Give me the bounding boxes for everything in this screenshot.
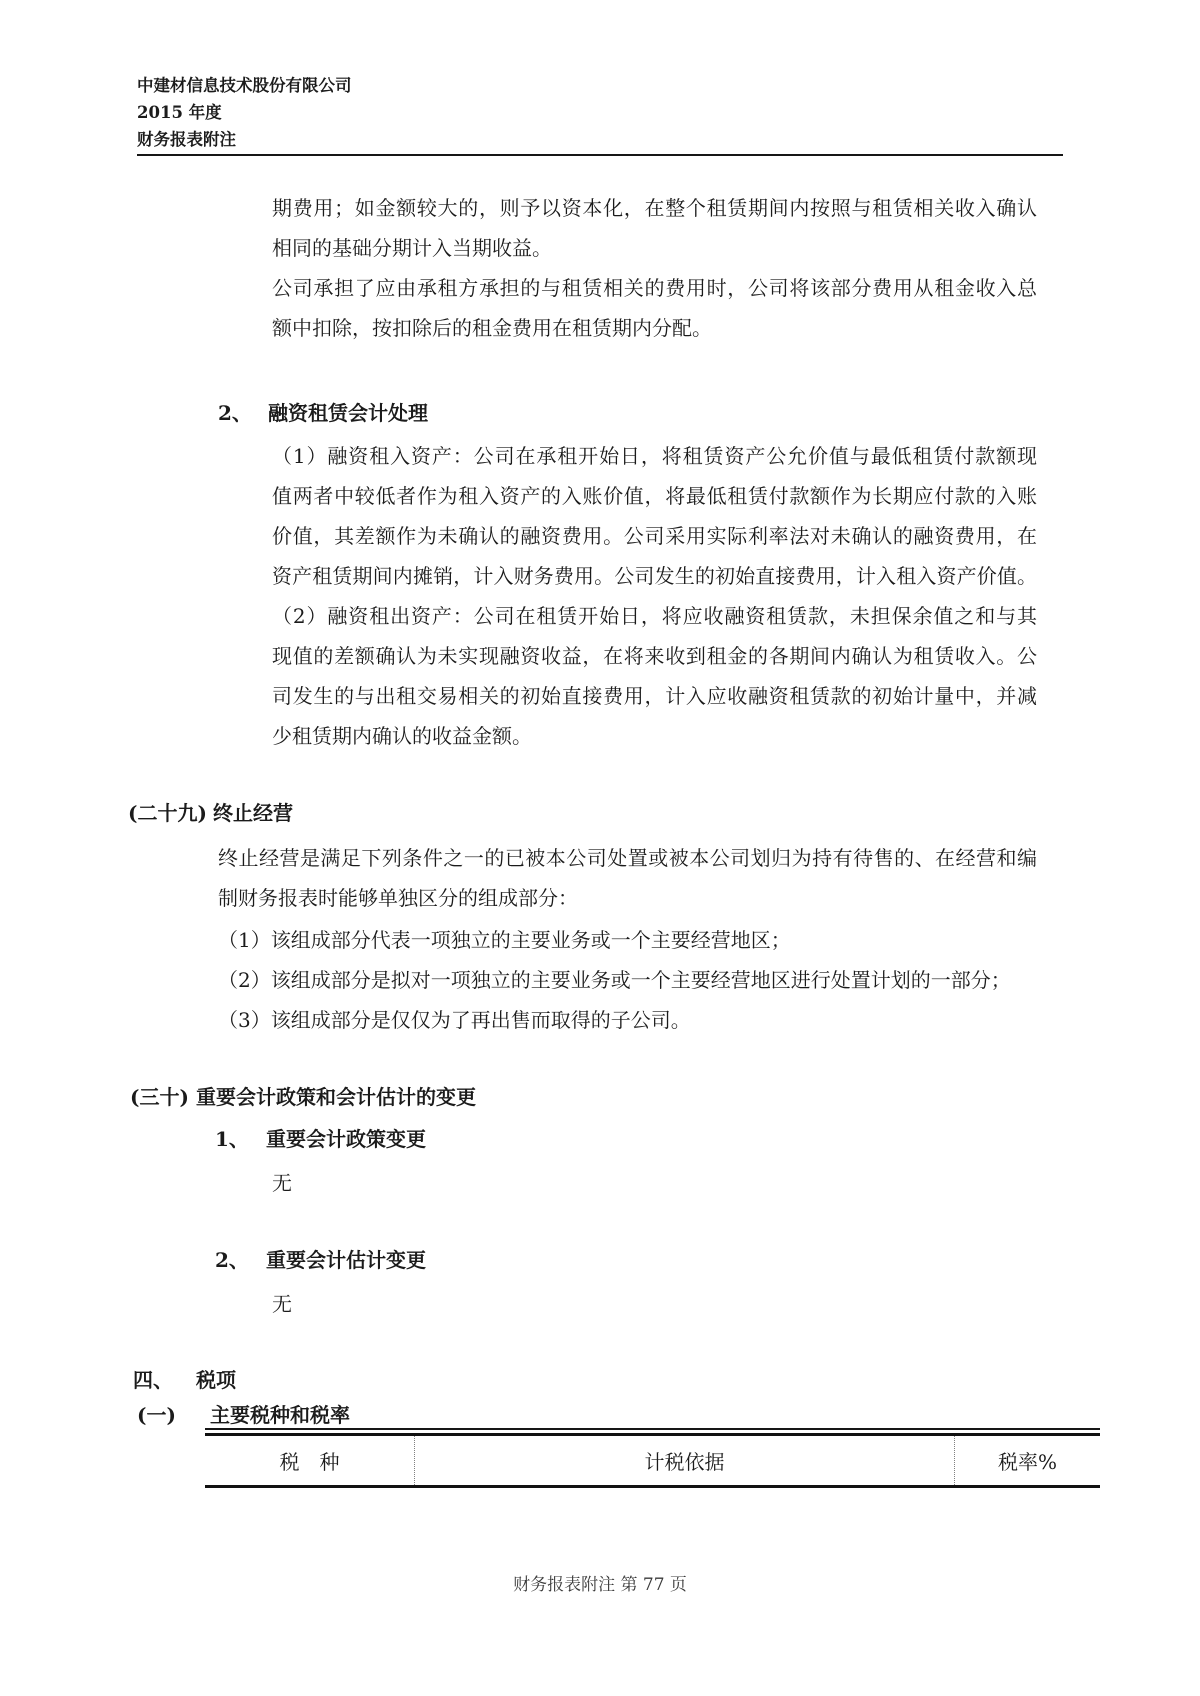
paragraph-line: 资产租赁期间内摊销，计入财务费用。公司发生的初始直接费用，计入租入资产价值。	[272, 564, 1037, 588]
paragraph-line: 少租赁期内确认的收益金额。	[272, 724, 532, 748]
paragraph-line: 司发生的与出租交易相关的初始直接费用，计入应收融资租赁款的初始计量中，并减	[272, 684, 1037, 708]
sec30-sub2-body: 无	[272, 1292, 292, 1316]
heading-title: 主要税种和税率	[210, 1403, 350, 1427]
heading-title: 终止经营	[213, 801, 293, 825]
company-name: 中建材信息技术股份有限公司	[137, 76, 352, 95]
lease-expense-paragraph	[272, 188, 1037, 268]
list-item: （1）该组成部分代表一项独立的主要业务或一个主要经营地区；	[218, 928, 791, 952]
paragraph-line: （1）融资租入资产：公司在承租开始日，将租赁资产公允价值与最低租赁付款额现	[272, 444, 1037, 468]
heading-title: 重要会计政策和会计估计的变更	[196, 1085, 476, 1109]
paragraph-line: 现值的差额确认为未实现融资收益，在将来收到租金的各期间内确认为租赁收入。公	[272, 644, 1037, 668]
tax-table-header-tax-rate: 税率%	[997, 1450, 1057, 1474]
paragraph-line: 制财务报表时能够单独区分的组成部分：	[218, 886, 578, 910]
sec30-sub1-body: 无	[272, 1171, 292, 1195]
sec29-paragraph	[218, 838, 1037, 918]
heading-title: 税项	[196, 1368, 236, 1392]
heading-title: 重要会计政策变更	[266, 1127, 426, 1151]
heading-number: (一)	[137, 1403, 176, 1427]
sec4-1-heading	[137, 1400, 350, 1430]
tax-table-header-tax-basis: 计税依据	[415, 1436, 955, 1485]
paragraph-line: 公司承担了应由承租方承担的与租赁相关的费用时，公司将该部分费用从租金收入总	[272, 276, 1037, 300]
finance-lease-item1	[272, 436, 1037, 596]
finance-lease-item2	[272, 596, 1037, 756]
tax-table	[205, 1433, 1100, 1488]
lessor-expense-paragraph	[272, 268, 1037, 348]
paragraph-line: 终止经营是满足下列条件之一的已被本公司处置或被本公司划归为持有待售的、在经营和编	[218, 846, 1037, 870]
heading-number: (二十九)	[128, 801, 207, 825]
heading-number: 1、	[215, 1127, 249, 1151]
report-year: 2015 年度	[137, 103, 222, 122]
heading-number: 2、	[218, 401, 252, 425]
sec30-sub2-heading	[215, 1245, 426, 1275]
heading-title: 重要会计估计变更	[266, 1248, 426, 1272]
paragraph-line: 价值，其差额作为未确认的融资费用。公司采用实际利率法对未确认的融资费用，在	[272, 524, 1037, 548]
tax-table-header-tax-type: 税 种	[205, 1436, 415, 1485]
paragraph-line: 相同的基础分期计入当期收益。	[272, 236, 552, 260]
sec4-heading	[133, 1365, 236, 1395]
page-footer: 财务报表附注 第 77 页	[513, 1575, 687, 1595]
sec30-sub1-heading	[215, 1124, 426, 1154]
paragraph-line: 额中扣除，按扣除后的租金费用在租赁期内分配。	[272, 316, 712, 340]
sec29-item-list	[218, 920, 1048, 1040]
paragraph-line: 值两者中较低者作为租入资产的入账价值，将最低租赁付款额作为长期应付款的入账	[272, 484, 1037, 508]
heading-number: 四、	[133, 1368, 173, 1392]
sec29-heading	[128, 798, 293, 828]
heading-underline	[205, 1428, 1100, 1430]
paragraph-line: 期费用；如金额较大的，则予以资本化，在整个租赁期间内按照与租赁相关收入确认	[272, 196, 1037, 220]
sec30-heading	[130, 1082, 476, 1112]
paragraph-line: （2）融资租出资产：公司在租赁开始日，将应收融资租赁款，未担保余值之和与其	[272, 604, 1037, 628]
header-rule	[137, 154, 1063, 156]
list-item: （3）该组成部分是仅仅为了再出售而取得的子公司。	[218, 1008, 691, 1032]
report-title: 财务报表附注	[137, 130, 236, 149]
list-item: （2）该组成部分是拟对一项独立的主要业务或一个主要经营地区进行处置计划的一部分；	[218, 968, 1011, 992]
finance-lease-heading	[218, 398, 428, 428]
heading-number: (三十)	[130, 1085, 189, 1109]
heading-number: 2、	[215, 1248, 249, 1272]
heading-title: 融资租赁会计处理	[268, 401, 428, 425]
page-header	[137, 72, 352, 153]
